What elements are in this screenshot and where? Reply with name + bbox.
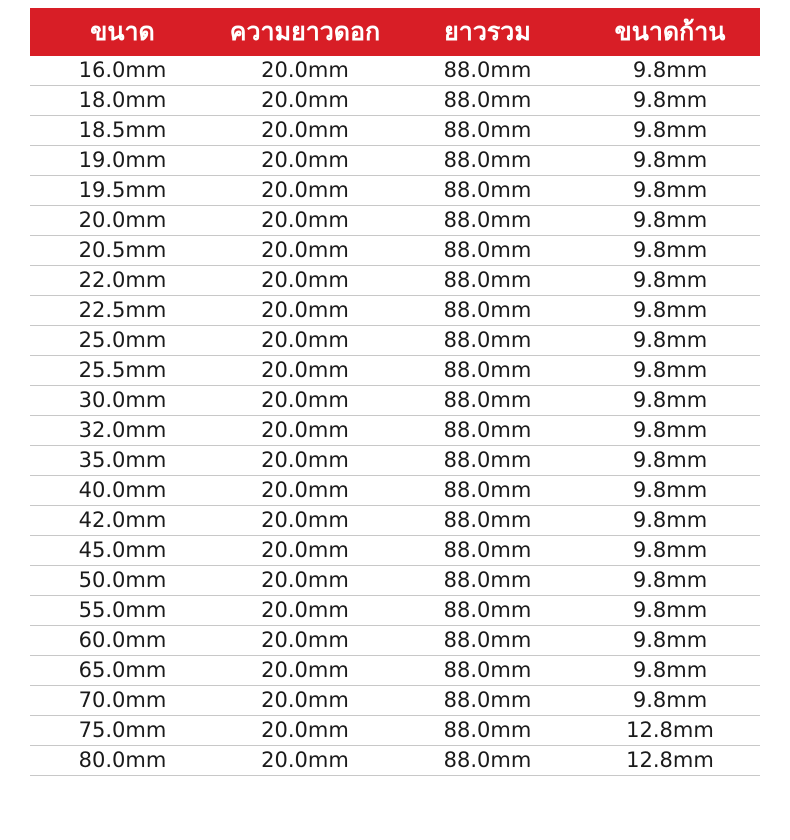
- cell-flute-length: 20.0mm: [261, 58, 349, 82]
- cell-flute-length: 20.0mm: [261, 718, 349, 742]
- cell-flute-length: 20.0mm: [261, 628, 349, 652]
- cell-shank-size: 9.8mm: [632, 538, 708, 562]
- cell-size: 18.0mm: [78, 88, 167, 112]
- cell-flute-length: 20.0mm: [261, 178, 349, 202]
- cell-size: 25.0mm: [78, 328, 167, 352]
- cell-flute-length: 20.0mm: [261, 568, 349, 592]
- cell-shank-size: 9.8mm: [632, 178, 708, 202]
- table-row: [30, 116, 760, 146]
- table-row: [30, 506, 760, 536]
- cell-overall-length: 88.0mm: [443, 208, 532, 232]
- cell-flute-length: 20.0mm: [261, 268, 349, 292]
- table-row: [30, 446, 760, 476]
- table-row: [30, 146, 760, 176]
- cell-shank-size: 9.8mm: [632, 508, 708, 532]
- header-flute-length: ความยาวดอก: [229, 17, 381, 46]
- cell-size: 75.0mm: [78, 718, 167, 742]
- cell-flute-length: 20.0mm: [261, 478, 349, 502]
- header-overall-length: ยาวรวม: [444, 17, 531, 46]
- cell-flute-length: 20.0mm: [261, 118, 349, 142]
- cell-flute-length: 20.0mm: [261, 658, 349, 682]
- cell-flute-length: 20.0mm: [261, 388, 349, 412]
- table-row: [30, 686, 760, 716]
- table-row: [30, 716, 760, 746]
- cell-flute-length: 20.0mm: [261, 328, 349, 352]
- cell-overall-length: 88.0mm: [443, 358, 532, 382]
- cell-size: 45.0mm: [78, 538, 167, 562]
- cell-flute-length: 20.0mm: [261, 88, 349, 112]
- table-row: [30, 746, 760, 776]
- cell-flute-length: 20.0mm: [261, 418, 349, 442]
- cell-overall-length: 88.0mm: [443, 598, 532, 622]
- cell-shank-size: 9.8mm: [632, 238, 708, 262]
- table-row: [30, 476, 760, 506]
- cell-flute-length: 20.0mm: [261, 538, 349, 562]
- cell-shank-size: 9.8mm: [632, 298, 708, 322]
- cell-overall-length: 88.0mm: [443, 58, 532, 82]
- cell-overall-length: 88.0mm: [443, 148, 532, 172]
- header-shank-size: ขนาดก้าน: [614, 17, 726, 46]
- table-row: [30, 386, 760, 416]
- cell-size: 70.0mm: [78, 688, 167, 712]
- cell-overall-length: 88.0mm: [443, 118, 532, 142]
- cell-overall-length: 88.0mm: [443, 748, 532, 772]
- cell-shank-size: 9.8mm: [632, 658, 708, 682]
- table-row: [30, 626, 760, 656]
- table-row: [30, 326, 760, 356]
- cell-size: 40.0mm: [78, 478, 167, 502]
- cell-size: 25.5mm: [78, 358, 167, 382]
- cell-overall-length: 88.0mm: [443, 688, 532, 712]
- table-row: [30, 656, 760, 686]
- spec-table: [30, 8, 760, 776]
- cell-overall-length: 88.0mm: [443, 508, 532, 532]
- cell-shank-size: 9.8mm: [632, 388, 708, 412]
- cell-size: 22.0mm: [78, 268, 167, 292]
- cell-overall-length: 88.0mm: [443, 238, 532, 262]
- cell-shank-size: 9.8mm: [632, 268, 708, 292]
- cell-size: 32.0mm: [78, 418, 167, 442]
- cell-shank-size: 9.8mm: [632, 628, 708, 652]
- table-row: [30, 536, 760, 566]
- cell-shank-size: 9.8mm: [632, 358, 708, 382]
- cell-size: 20.0mm: [78, 208, 167, 232]
- cell-size: 55.0mm: [78, 598, 167, 622]
- cell-overall-length: 88.0mm: [443, 268, 532, 292]
- cell-shank-size: 9.8mm: [632, 148, 708, 172]
- cell-shank-size: 9.8mm: [632, 328, 708, 352]
- cell-size: 18.5mm: [78, 118, 167, 142]
- cell-overall-length: 88.0mm: [443, 628, 532, 652]
- cell-flute-length: 20.0mm: [261, 208, 349, 232]
- cell-shank-size: 9.8mm: [632, 118, 708, 142]
- cell-size: 35.0mm: [78, 448, 167, 472]
- cell-overall-length: 88.0mm: [443, 658, 532, 682]
- cell-shank-size: 9.8mm: [632, 568, 708, 592]
- cell-size: 50.0mm: [78, 568, 167, 592]
- cell-size: 42.0mm: [78, 508, 167, 532]
- cell-size: 16.0mm: [78, 58, 167, 82]
- cell-shank-size: 12.8mm: [626, 718, 714, 742]
- cell-shank-size: 9.8mm: [632, 88, 708, 112]
- cell-flute-length: 20.0mm: [261, 298, 349, 322]
- cell-shank-size: 9.8mm: [632, 448, 708, 472]
- cell-overall-length: 88.0mm: [443, 298, 532, 322]
- cell-shank-size: 9.8mm: [632, 208, 708, 232]
- table-row: [30, 266, 760, 296]
- cell-flute-length: 20.0mm: [261, 508, 349, 532]
- cell-size: 19.5mm: [78, 178, 167, 202]
- cell-flute-length: 20.0mm: [261, 688, 349, 712]
- table-row: [30, 596, 760, 626]
- table-row: [30, 356, 760, 386]
- cell-overall-length: 88.0mm: [443, 568, 532, 592]
- cell-shank-size: 9.8mm: [632, 478, 708, 502]
- cell-shank-size: 9.8mm: [632, 418, 708, 442]
- table-body: [30, 56, 760, 776]
- cell-size: 30.0mm: [78, 388, 167, 412]
- table-row: [30, 236, 760, 266]
- table-row: [30, 206, 760, 236]
- table-row: [30, 416, 760, 446]
- cell-flute-length: 20.0mm: [261, 598, 349, 622]
- cell-flute-length: 20.0mm: [261, 238, 349, 262]
- cell-size: 80.0mm: [78, 748, 167, 772]
- cell-flute-length: 20.0mm: [261, 358, 349, 382]
- cell-shank-size: 9.8mm: [632, 598, 708, 622]
- cell-overall-length: 88.0mm: [443, 178, 532, 202]
- cell-size: 65.0mm: [78, 658, 167, 682]
- cell-overall-length: 88.0mm: [443, 478, 532, 502]
- cell-shank-size: 12.8mm: [626, 748, 714, 772]
- cell-size: 20.5mm: [78, 238, 167, 262]
- cell-flute-length: 20.0mm: [261, 748, 349, 772]
- cell-overall-length: 88.0mm: [443, 718, 532, 742]
- cell-overall-length: 88.0mm: [443, 388, 532, 412]
- cell-shank-size: 9.8mm: [632, 58, 708, 82]
- cell-overall-length: 88.0mm: [443, 88, 532, 112]
- table-row: [30, 176, 760, 206]
- cell-overall-length: 88.0mm: [443, 418, 532, 442]
- cell-overall-length: 88.0mm: [443, 328, 532, 352]
- cell-size: 60.0mm: [78, 628, 167, 652]
- cell-flute-length: 20.0mm: [261, 148, 349, 172]
- cell-size: 22.5mm: [78, 298, 167, 322]
- cell-size: 19.0mm: [78, 148, 167, 172]
- table-row: [30, 566, 760, 596]
- table-header-row: [30, 8, 760, 56]
- cell-shank-size: 9.8mm: [632, 688, 708, 712]
- cell-overall-length: 88.0mm: [443, 448, 532, 472]
- header-size: ขนาด: [90, 17, 155, 46]
- cell-overall-length: 88.0mm: [443, 538, 532, 562]
- cell-flute-length: 20.0mm: [261, 448, 349, 472]
- table-row: [30, 86, 760, 116]
- table-row: [30, 56, 760, 86]
- table-row: [30, 296, 760, 326]
